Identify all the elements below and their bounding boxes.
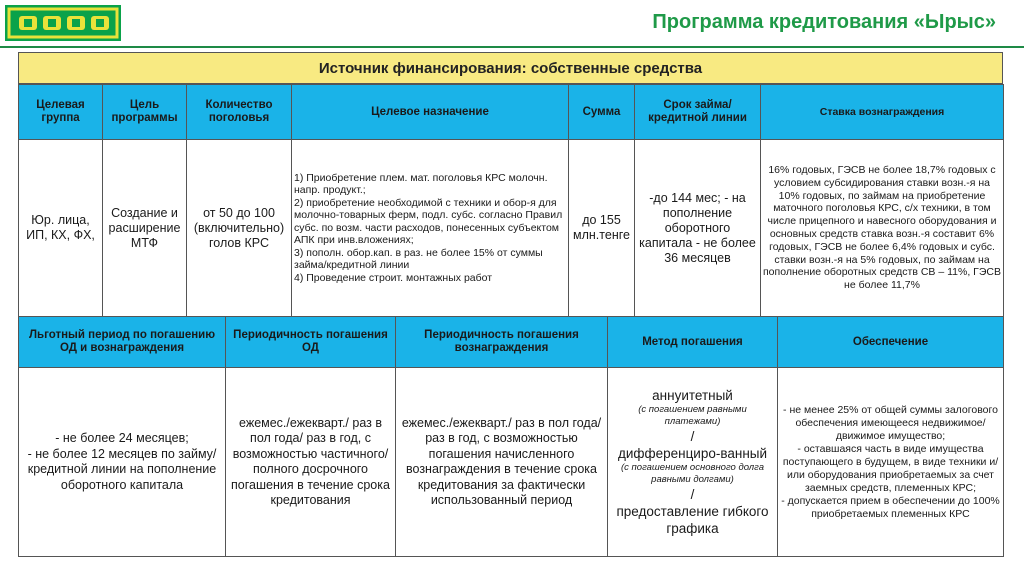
cell-repayment-method: [608, 368, 778, 557]
cell-security: - не менее 25% от общей суммы залогового обеспечения имеющееся недвижимое/ движимое имущество; - оставшаяся часть в виде имущества поступающего в будущем, в виде техники и/или оборудования приобретаемых за счет заемных средств, племенных КРС; - допускается прием в обеспечении до 100% приобретаемых племенных КРС: [778, 368, 1004, 557]
loan-terms-table: [18, 84, 1004, 317]
header-reward-period: Периодичность погашения вознаграждения: [396, 317, 608, 368]
logo: [5, 5, 121, 41]
header-grace-period: Льготный период по погашению ОД и вознаграждения: [19, 317, 226, 368]
table-row: [19, 140, 1004, 317]
header-program-goal: Цель программы: [103, 85, 187, 140]
header-od-period: Периодичность погашения ОД: [226, 317, 396, 368]
method-separator: /: [690, 429, 695, 444]
page-title: Программа кредитования «Ырыс»: [652, 11, 996, 33]
method-separator: /: [690, 487, 695, 502]
header-divider: [0, 46, 1024, 48]
cell-sum: до 155 млн.тенге: [569, 140, 635, 317]
cell-term: -до 144 мес; - на пополнение оборотного капитала - не более 36 месяцев: [635, 140, 761, 317]
method-differentiated-note: (с погашением основного долга равными долгами): [621, 462, 764, 485]
header-repayment-method: Метод погашения: [608, 317, 778, 368]
method-annuity: аннуитетный: [652, 388, 733, 403]
header-livestock-count: Количество поголовья: [187, 85, 292, 140]
cell-grace-period: - не более 24 месяцев; - не более 12 месяцев по займу/кредитной линии на пополнение оборотного капитала: [19, 368, 226, 557]
cell-target-group: Юр. лица, ИП, КХ, ФХ,: [19, 140, 103, 317]
method-annuity-note: (с погашением равными платежами): [638, 404, 747, 427]
table-header-row: [19, 85, 1004, 140]
method-differentiated: дифференциро-ванный: [617, 446, 768, 461]
cell-livestock-count: от 50 до 100 (включительно) голов КРС: [187, 140, 292, 317]
repayment-table: [18, 316, 1004, 557]
header-target-group: Целевая группа: [19, 85, 103, 140]
cell-purpose: 1) Приобретение плем. мат. поголовья КРС молочн. напр. продукт.; 2) приобретение необходимой с техники и обор-я для молочно-товарных ферм, подл. субс. согласно Правил субс. по возм. части расходов, понесенных субъектом АПК при инв.вложениях; 3) пополн. обор.кап. в раз. не более 15% от суммы займа/кредитной линии 4) Проведение строит. монтажных работ: [292, 140, 569, 317]
header-rate: Ставка вознаграждения: [761, 85, 1004, 140]
logo-icon: [5, 5, 121, 41]
header-purpose: Целевое назначение: [292, 85, 569, 140]
header-sum: Сумма: [569, 85, 635, 140]
cell-rate: 16% годовых, ГЭСВ не более 18,7% годовых с условием субсидирования ставки возн.-я на 10% годовых, по займам на приобретение маточного поголовья КРС, с/х техники, в том числе прицепного и навесного оборудования и основных средств ставка возн.-я составит 6% годовых, ГЭСВ не более 6,4% годовых и субс. ставки возн.-я на 5% годовых, по займам на пополнение оборотных средств СВ – 11%, ГЭСВ не более 11,7%: [761, 140, 1004, 317]
table-row: [19, 368, 1004, 557]
cell-od-period: ежемес./ежекварт./ раз в пол года/ раз в год, с возможностью частичного/полного досрочного погашения в течение срока кредитования: [226, 368, 396, 557]
table-header-row: [19, 317, 1004, 368]
financing-source-banner: Источник финансирования: собственные средства: [18, 52, 1003, 84]
cell-reward-period: ежемес./ежекварт./ раз в пол года/ раз в год, с возможностью погашения начисленного вознаграждения в течение срока кредитования за фактически использованный период: [396, 368, 608, 557]
header-security: Обеспечение: [778, 317, 1004, 368]
cell-program-goal: Создание и расширение МТФ: [103, 140, 187, 317]
method-flexible: предоставление гибкого графика: [616, 504, 769, 536]
header-term: Срок займа/ кредитной линии: [635, 85, 761, 140]
